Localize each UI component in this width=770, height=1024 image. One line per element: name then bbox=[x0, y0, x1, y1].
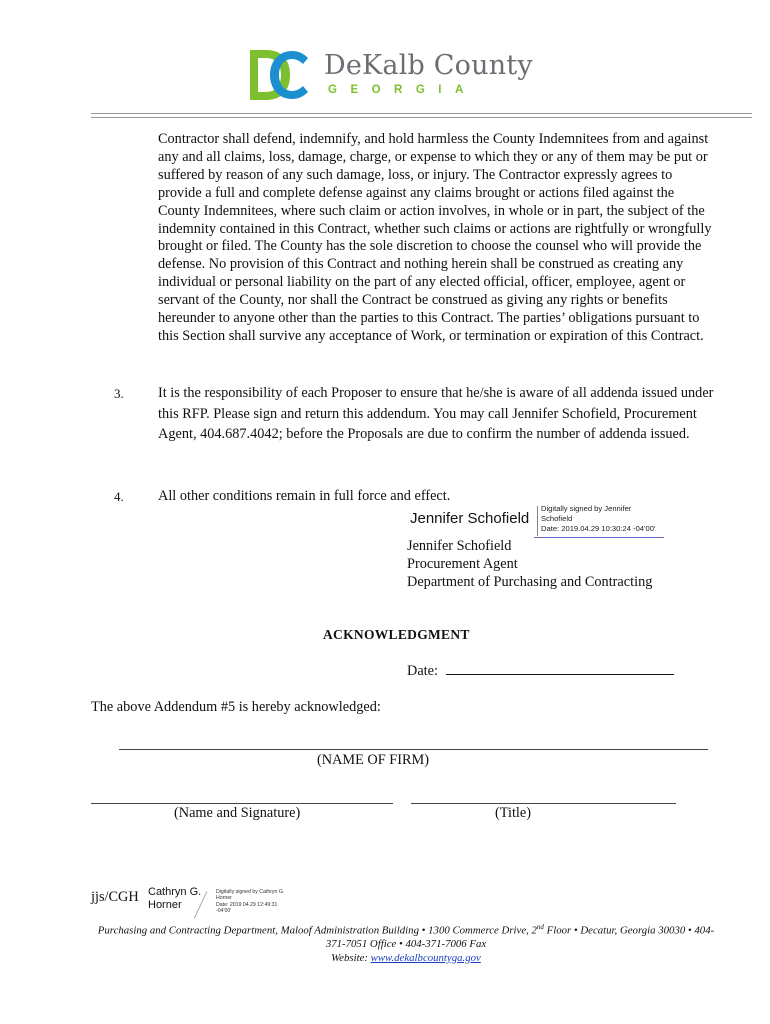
initials-digital-signature[interactable] bbox=[148, 886, 288, 920]
state-name: GEORGIA bbox=[328, 84, 477, 96]
item-number: 3. bbox=[114, 386, 124, 401]
date-input-line[interactable] bbox=[446, 663, 674, 675]
footer-address: Purchasing and Contracting Department, Maloof Administration Building • 1300 Commerce Drive, 2nd Floor • Decatur, Georgia 30030 • 404- bbox=[97, 923, 715, 937]
signature-name: Jennifer Schofield bbox=[410, 510, 530, 527]
signature-divider bbox=[537, 506, 538, 536]
date-field bbox=[407, 663, 674, 680]
acknowledgment-heading: ACKNOWLEDGMENT bbox=[323, 627, 470, 642]
name-signature-caption: (Name and Signature) bbox=[174, 805, 301, 821]
item-number: 4. bbox=[114, 489, 124, 504]
header-rule-top bbox=[91, 113, 752, 114]
county-name: DeKalb County bbox=[324, 50, 533, 81]
date-label: Date: bbox=[407, 663, 438, 679]
header-rule-bottom bbox=[91, 117, 752, 118]
signer-title: Procurement Agent bbox=[407, 556, 518, 572]
dc-logo-mark-icon bbox=[248, 48, 310, 102]
footer-website: Website: www.dekalbcountyga.gov bbox=[331, 951, 481, 964]
item-text: It is the responsibility of each Proposer to ensure that he/she is aware of all addenda issued under this RFP. Please sign and return this addendum. You may call Jennifer Schofield, Procurement Agent, 404.687.4042; before the Proposals are due to confirm the number of addenda issued. bbox=[158, 385, 714, 443]
title-caption: (Title) bbox=[495, 805, 532, 821]
signature-details: Digitally signed by Jennifer Schofield Date: 2019.04.29 10:30:24 -04'00' bbox=[541, 504, 656, 533]
firm-name-line[interactable] bbox=[119, 749, 708, 750]
website-link[interactable]: www.dekalbcountyga.gov bbox=[370, 951, 481, 964]
initials-signature-details: Digitally signed by Cathryn G. Horner Date: 2019.04.29 12:49:31 -04'00' bbox=[216, 889, 285, 915]
acknowledgment-statement: The above Addendum #5 is hereby acknowledged: bbox=[91, 699, 381, 715]
indemnity-paragraph: Contractor shall defend, indemnify, and hold harmless the County Indemnitees from and against any and all claims, loss, damage, charge, or expense to which they or any of them may be put or suffered by reason of any such damage, loss, or injury. The Contractor expressly agrees to provide a full and complete defense against any claims brought or actions filed against the County Indemnitees, where such claim or action involves, in whole or in part, the subject of the indemnity contained in this Contract, whether such claims or actions are rightfully or wrongfully brought or filed. The County has the sole discretion to choose the counsel who will provide the defense. No provision of this Contract and nothing herein shall be construed as creating any individual or personal liability on the part of any elected official, officer, employee, agent or servant of the County, nor shall the Contract be construed as giving any rights or benefits hereunder to anyone other than the parties to this Contract. The parties’ obligations pursuant to this Section shall survive any acceptance of Work, or termination or expiration of this Contract. bbox=[158, 131, 712, 344]
title-line[interactable] bbox=[411, 803, 676, 804]
firm-name-caption: (NAME OF FIRM) bbox=[317, 752, 430, 768]
initials-signer-name: Cathryn G. Horner bbox=[148, 886, 202, 911]
digital-signature[interactable] bbox=[410, 503, 670, 537]
name-signature-line[interactable] bbox=[91, 803, 393, 804]
signer-name: Jennifer Schofield bbox=[407, 538, 512, 554]
footer bbox=[92, 921, 720, 965]
signature-block bbox=[407, 537, 652, 591]
signer-department: Department of Purchasing and Contracting bbox=[407, 574, 653, 590]
initials: jjs/CGH bbox=[91, 889, 139, 905]
dekalb-county-logo bbox=[248, 48, 538, 102]
footer-phone: 371-7051 Office • 404-371-7006 Fax bbox=[325, 938, 487, 951]
item-text: All other conditions remain in full force and effect. bbox=[158, 488, 451, 504]
